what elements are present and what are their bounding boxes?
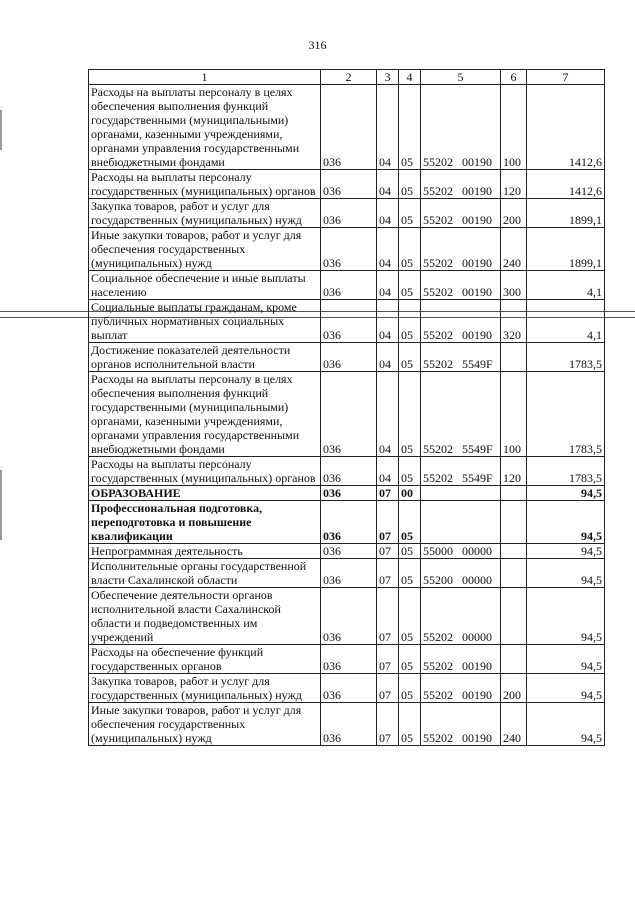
table-row — [89, 588, 605, 645]
row-rz-cell: 07 — [377, 486, 399, 501]
row-pr-cell: 05 — [399, 703, 421, 746]
row-name-cell: Исполнительные органы государственной власти Сахалинской области — [89, 559, 321, 588]
table-row — [89, 544, 605, 559]
row-rz-cell: 04 — [377, 343, 399, 372]
row-name-cell: Достижение показателей деятельности органов исполнительной власти — [89, 343, 321, 372]
margin-mark — [0, 470, 2, 540]
row-csr-cell: 55202 00190 — [421, 645, 501, 674]
row-pr-cell: 05 — [399, 544, 421, 559]
table-row — [89, 645, 605, 674]
row-vr-cell — [501, 544, 527, 559]
row-gr-cell: 036 — [321, 559, 377, 588]
row-sum-cell: 94,5 — [527, 645, 605, 674]
row-name-cell: Расходы на выплаты персоналу в целях обеспечения выполнения функций государственными (муниципальными) органами, казенными учреждениями, органами управления государственными внебюджетными фондами — [89, 85, 321, 170]
row-gr-cell: 036 — [321, 228, 377, 271]
row-name-cell: Расходы на выплаты персоналу в целях обеспечения выполнения функций государственными (муниципальными) органами, казенными учреждениями, органами управления государственными внебюджетными фондами — [89, 372, 321, 457]
row-csr-cell — [421, 501, 501, 544]
table-row — [89, 170, 605, 199]
row-name-cell: Расходы на обеспечение функций государственных органов — [89, 645, 321, 674]
row-gr-cell: 036 — [321, 372, 377, 457]
row-sum-cell: 94,5 — [527, 486, 605, 501]
table-row — [89, 228, 605, 271]
row-vr-cell — [501, 486, 527, 501]
header-row — [89, 70, 605, 85]
column-header: 3 — [377, 70, 399, 85]
row-pr-cell: 05 — [399, 588, 421, 645]
column-header: 2 — [321, 70, 377, 85]
row-vr-cell — [501, 645, 527, 674]
row-pr-cell: 05 — [399, 372, 421, 457]
row-vr-cell: 120 — [501, 170, 527, 199]
row-csr-cell: 55202 00190 — [421, 300, 501, 343]
table-row — [89, 457, 605, 486]
row-rz-cell: 07 — [377, 645, 399, 674]
row-gr-cell: 036 — [321, 199, 377, 228]
row-rz-cell: 04 — [377, 300, 399, 343]
row-pr-cell: 05 — [399, 170, 421, 199]
row-name-cell: ОБРАЗОВАНИЕ — [89, 486, 321, 501]
row-vr-cell: 120 — [501, 457, 527, 486]
row-sum-cell: 1412,6 — [527, 85, 605, 170]
row-sum-cell: 4,1 — [527, 271, 605, 300]
row-csr-cell: 55200 00000 — [421, 559, 501, 588]
row-rz-cell: 07 — [377, 588, 399, 645]
row-pr-cell: 00 — [399, 486, 421, 501]
page-number: 316 — [308, 38, 327, 52]
row-name-cell: Закупка товаров, работ и услуг для государственных (муниципальных) нужд — [89, 199, 321, 228]
row-rz-cell: 07 — [377, 674, 399, 703]
table-row — [89, 85, 605, 170]
row-gr-cell: 036 — [321, 457, 377, 486]
table-row — [89, 372, 605, 457]
row-sum-cell: 94,5 — [527, 544, 605, 559]
table-row — [89, 501, 605, 544]
row-sum-cell: 1783,5 — [527, 343, 605, 372]
row-name-cell: Социальное обеспечение и иные выплаты населению — [89, 271, 321, 300]
row-name-cell: Социальные выплаты гражданам, кроме публичных нормативных социальных выплат — [89, 300, 321, 343]
row-gr-cell: 036 — [321, 645, 377, 674]
row-pr-cell: 05 — [399, 559, 421, 588]
table-row — [89, 486, 605, 501]
row-vr-cell: 320 — [501, 300, 527, 343]
row-rz-cell: 04 — [377, 457, 399, 486]
row-csr-cell: 55202 00190 — [421, 199, 501, 228]
table-row — [89, 559, 605, 588]
row-csr-cell: 55202 00190 — [421, 85, 501, 170]
row-sum-cell: 1783,5 — [527, 457, 605, 486]
row-gr-cell: 036 — [321, 588, 377, 645]
row-sum-cell: 94,5 — [527, 501, 605, 544]
column-header: 1 — [89, 70, 321, 85]
budget-table — [88, 69, 605, 746]
row-pr-cell: 05 — [399, 343, 421, 372]
row-rz-cell: 04 — [377, 271, 399, 300]
row-csr-cell: 55202 00190 — [421, 228, 501, 271]
row-vr-cell — [501, 588, 527, 645]
row-name-cell: Обеспечение деятельности органов исполнительной власти Сахалинской области и подведомственных им учреждений — [89, 588, 321, 645]
row-pr-cell: 05 — [399, 85, 421, 170]
row-vr-cell: 240 — [501, 228, 527, 271]
row-vr-cell: 100 — [501, 85, 527, 170]
row-name-cell: Расходы на выплаты персоналу государственных (муниципальных) органов — [89, 457, 321, 486]
row-name-cell: Расходы на выплаты персоналу государственных (муниципальных) органов — [89, 170, 321, 199]
row-gr-cell: 036 — [321, 170, 377, 199]
row-vr-cell: 100 — [501, 372, 527, 457]
row-vr-cell — [501, 559, 527, 588]
row-csr-cell: 55202 00000 — [421, 588, 501, 645]
row-gr-cell: 036 — [321, 544, 377, 559]
column-header: 4 — [399, 70, 421, 85]
row-name-cell: Иные закупки товаров, работ и услуг для обеспечения государственных (муниципальных) нужд — [89, 228, 321, 271]
row-pr-cell: 05 — [399, 228, 421, 271]
margin-mark — [0, 110, 2, 150]
row-pr-cell: 05 — [399, 501, 421, 544]
row-rz-cell: 07 — [377, 559, 399, 588]
table-row — [89, 674, 605, 703]
column-header: 5 — [421, 70, 501, 85]
row-sum-cell: 94,5 — [527, 559, 605, 588]
row-rz-cell: 07 — [377, 501, 399, 544]
row-rz-cell: 07 — [377, 544, 399, 559]
column-header: 6 — [501, 70, 527, 85]
row-pr-cell: 05 — [399, 645, 421, 674]
row-csr-cell: 55202 00190 — [421, 703, 501, 746]
row-gr-cell: 036 — [321, 703, 377, 746]
row-vr-cell — [501, 343, 527, 372]
row-csr-cell: 55202 5549F — [421, 457, 501, 486]
row-gr-cell: 036 — [321, 486, 377, 501]
row-sum-cell: 1899,1 — [527, 199, 605, 228]
row-name-cell: Непрограммная деятельность — [89, 544, 321, 559]
table-row — [89, 343, 605, 372]
row-sum-cell: 94,5 — [527, 588, 605, 645]
row-csr-cell — [421, 486, 501, 501]
table-row — [89, 300, 605, 343]
row-gr-cell: 036 — [321, 674, 377, 703]
row-rz-cell: 04 — [377, 372, 399, 457]
row-sum-cell: 94,5 — [527, 674, 605, 703]
row-sum-cell: 1412,6 — [527, 170, 605, 199]
row-sum-cell: 1783,5 — [527, 372, 605, 457]
row-name-cell: Иные закупки товаров, работ и услуг для обеспечения государственных (муниципальных) нужд — [89, 703, 321, 746]
row-vr-cell: 200 — [501, 674, 527, 703]
row-sum-cell: 1899,1 — [527, 228, 605, 271]
row-rz-cell: 04 — [377, 85, 399, 170]
row-csr-cell: 55202 00190 — [421, 170, 501, 199]
row-gr-cell: 036 — [321, 501, 377, 544]
row-csr-cell: 55202 5549F — [421, 343, 501, 372]
row-gr-cell: 036 — [321, 85, 377, 170]
row-pr-cell: 05 — [399, 457, 421, 486]
row-gr-cell: 036 — [321, 343, 377, 372]
row-sum-cell: 4,1 — [527, 300, 605, 343]
row-pr-cell: 05 — [399, 199, 421, 228]
row-gr-cell: 036 — [321, 271, 377, 300]
row-rz-cell: 04 — [377, 199, 399, 228]
row-pr-cell: 05 — [399, 674, 421, 703]
row-csr-cell: 55000 00000 — [421, 544, 501, 559]
row-gr-cell: 036 — [321, 300, 377, 343]
row-rz-cell: 04 — [377, 170, 399, 199]
row-vr-cell: 200 — [501, 199, 527, 228]
row-pr-cell: 05 — [399, 271, 421, 300]
row-vr-cell: 300 — [501, 271, 527, 300]
row-sum-cell: 94,5 — [527, 703, 605, 746]
table-row — [89, 703, 605, 746]
table-row — [89, 271, 605, 300]
row-name-cell: Закупка товаров, работ и услуг для государственных (муниципальных) нужд — [89, 674, 321, 703]
table-row — [89, 199, 605, 228]
row-csr-cell: 55202 00190 — [421, 674, 501, 703]
row-csr-cell: 55202 5549F — [421, 372, 501, 457]
row-rz-cell: 04 — [377, 228, 399, 271]
row-vr-cell: 240 — [501, 703, 527, 746]
column-header: 7 — [527, 70, 605, 85]
row-csr-cell: 55202 00190 — [421, 271, 501, 300]
row-pr-cell: 05 — [399, 300, 421, 343]
row-rz-cell: 07 — [377, 703, 399, 746]
row-name-cell: Профессиональная подготовка, переподготовка и повышение квалификации — [89, 501, 321, 544]
row-vr-cell — [501, 501, 527, 544]
